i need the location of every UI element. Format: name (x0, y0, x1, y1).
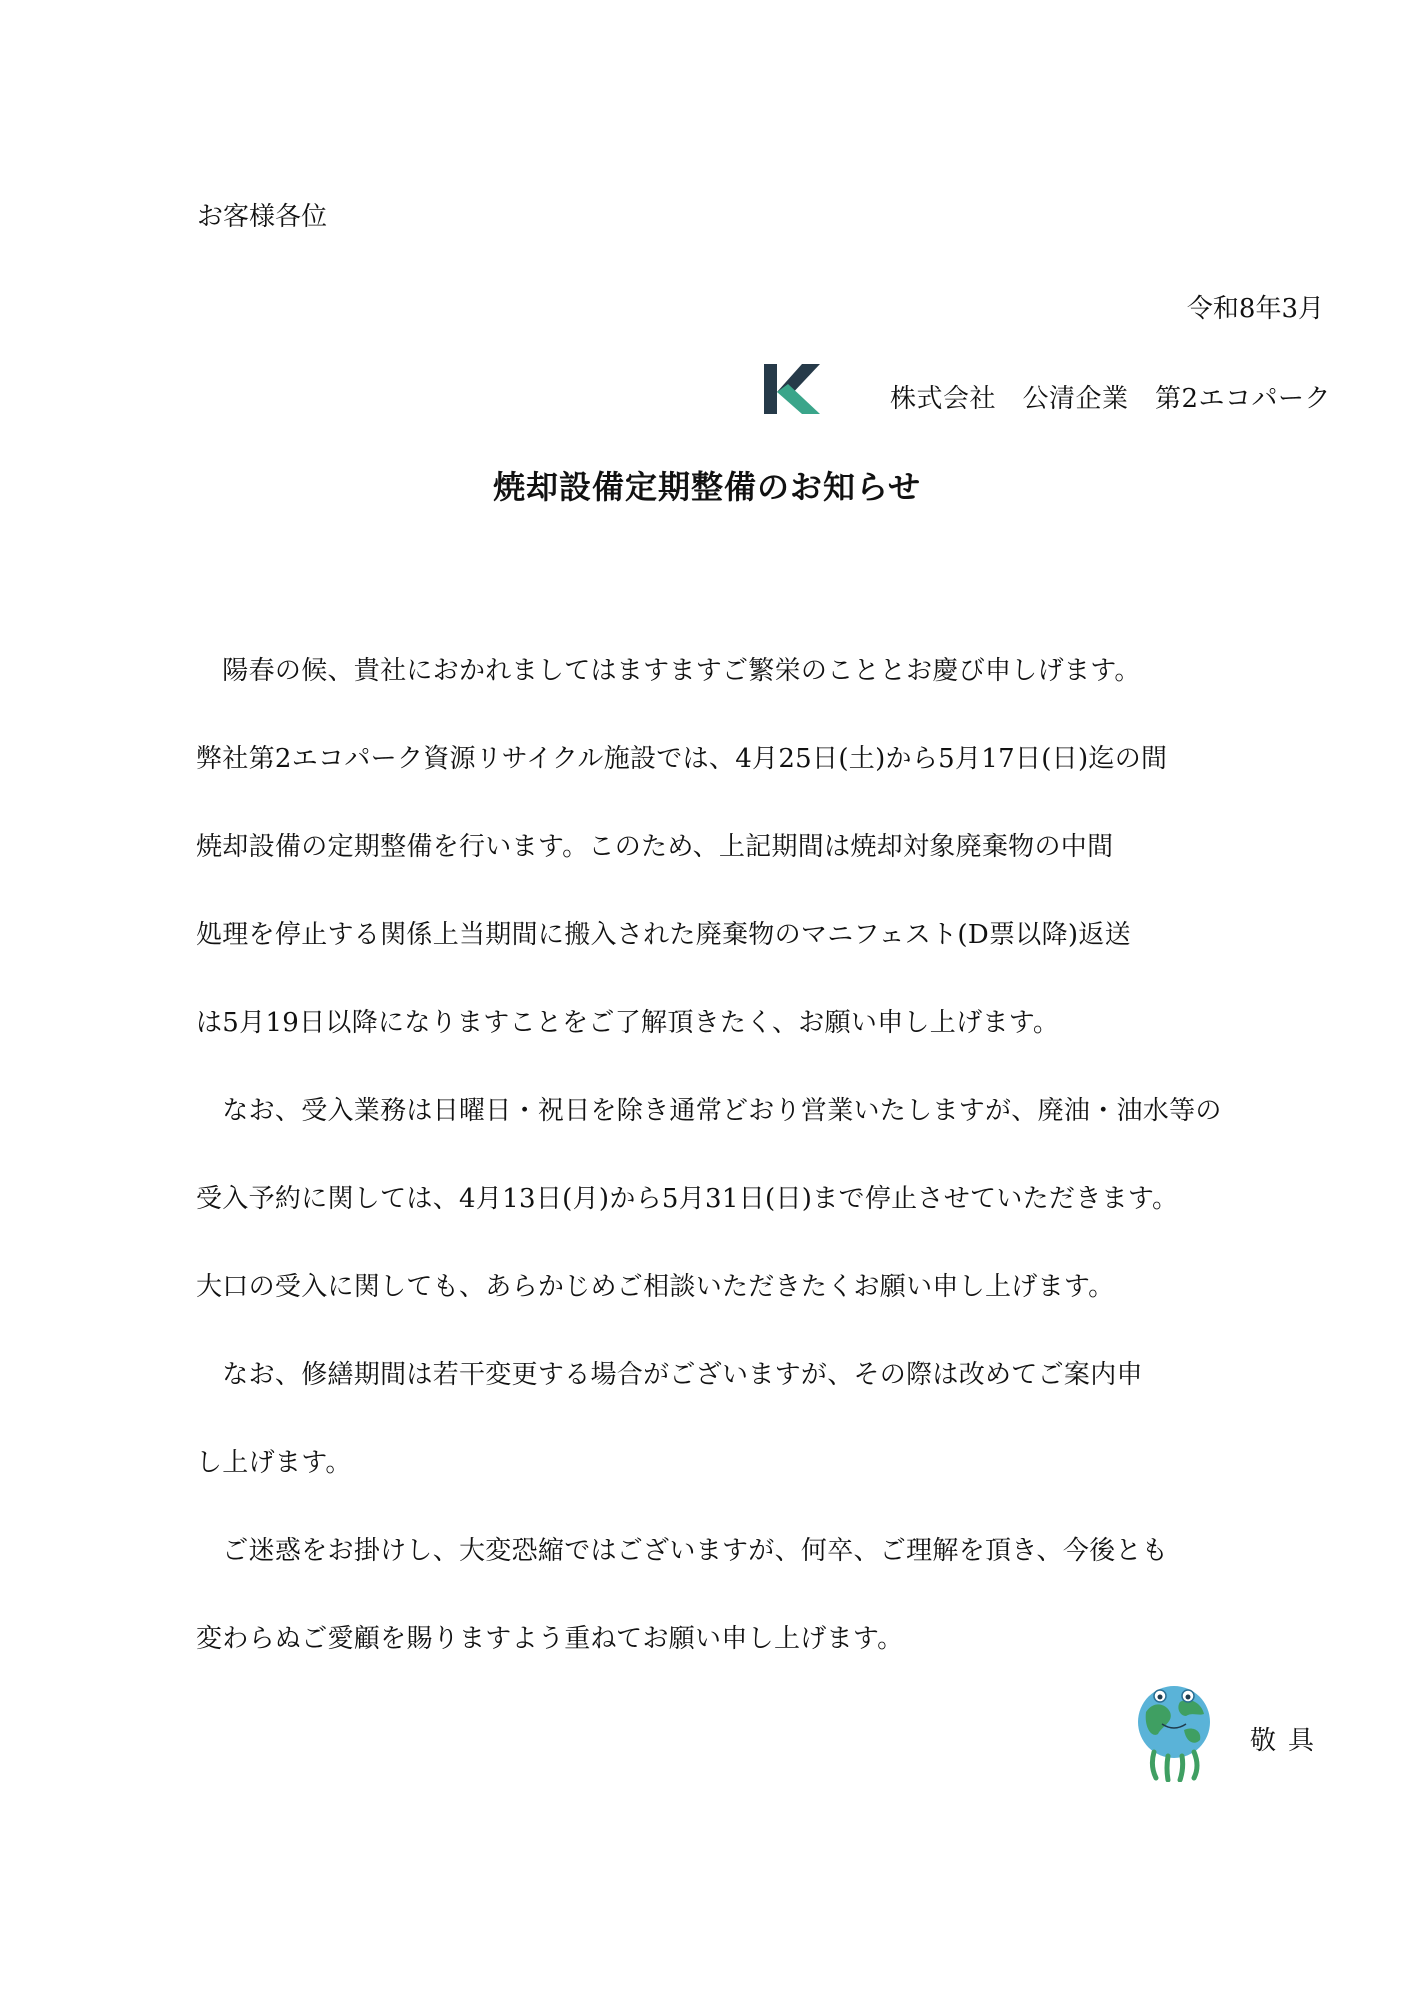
body-line: 弊社第2エコパーク資源リサイクル施設では、4月25日(土)から5月17日(日)迄の間 (196, 744, 1168, 774)
issue-date: 令和8年3月 (1186, 294, 1324, 324)
body-line: 変わらぬご愛顧を賜りますよう重ねてお願い申し上げます。 (196, 1624, 904, 1654)
body-line: は5月19日以降になりますことをご了解頂きたく、お願い申し上げます。 (196, 1008, 1060, 1038)
company-name: 株式会社 公清企業 第2エコパーク (890, 384, 1332, 414)
body-line: 大口の受入に関しても、あらかじめご相談いただきたくお願い申し上げます。 (196, 1272, 1115, 1302)
closing-salutation: 敬具 (1250, 1726, 1327, 1756)
body-line: 受入予約に関しては、4月13日(月)から5月31日(日)まで停止させていただきます。 (196, 1184, 1179, 1214)
body-line: ご迷惑をお掛けし、大変恐縮ではございますが、何卒、ご理解を頂き、今後とも (196, 1536, 1169, 1566)
body-line: し上げます。 (196, 1448, 352, 1478)
body-line: なお、修繕期間は若干変更する場合がございますが、その際は改めてご案内申 (196, 1360, 1143, 1390)
addressee: お客様各位 (197, 202, 328, 232)
earth-mascot-icon (1132, 1682, 1216, 1782)
notice-title: 焼却設備定期整備のお知らせ (492, 468, 922, 506)
body-line: なお、受入業務は日曜日・祝日を除き通常どおり営業いたしますが、廃油・油水等の (196, 1096, 1222, 1126)
kosei-k-logo-icon (762, 362, 822, 416)
body-line: 陽春の候、貴社におかれましてはますますご繁栄のこととお慶び申しげます。 (196, 656, 1141, 686)
body-line: 処理を停止する関係上当期間に搬入された廃棄物のマニフェスト(D票以降)返送 (196, 920, 1131, 950)
body-line: 焼却設備の定期整備を行います。このため、上記期間は焼却対象廃棄物の中間 (196, 832, 1114, 862)
